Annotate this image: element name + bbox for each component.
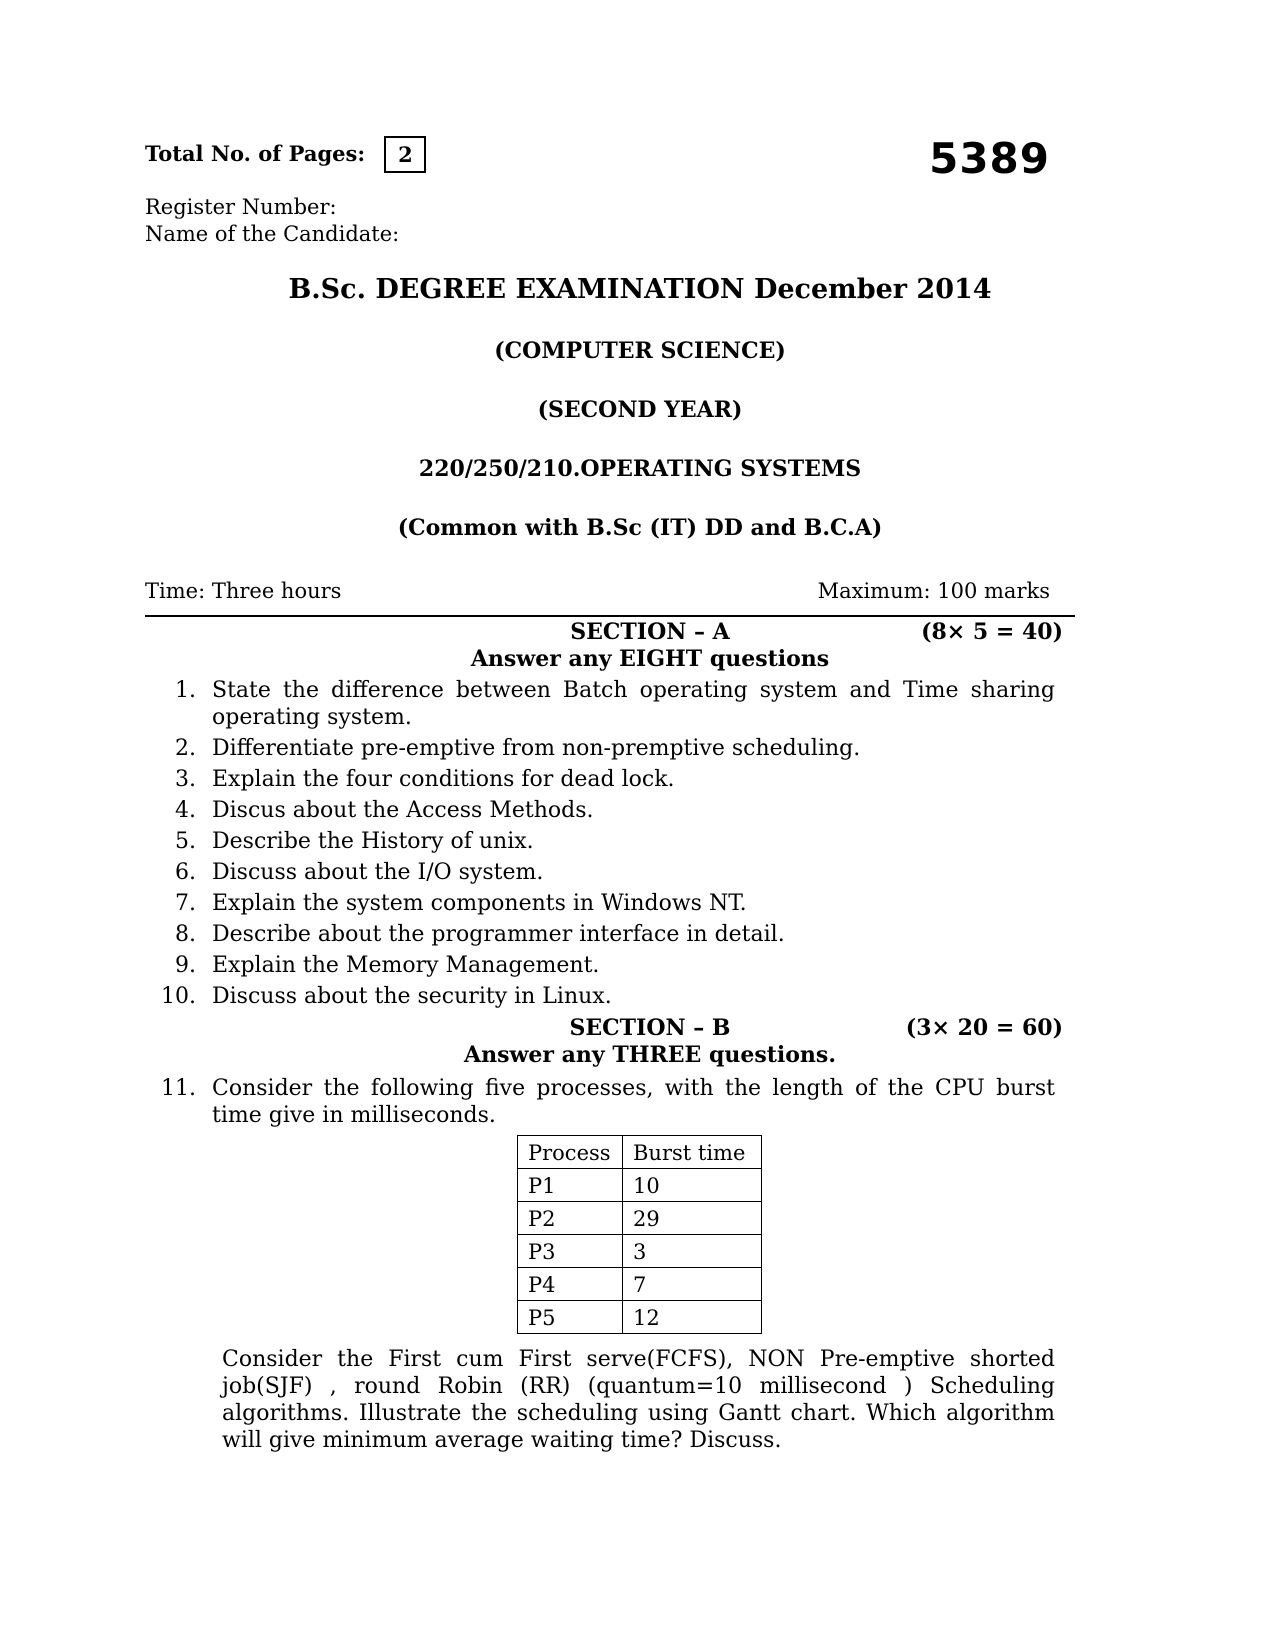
question-item bbox=[145, 677, 1075, 731]
exam-title: B.Sc. DEGREE EXAMINATION December 2014 bbox=[288, 274, 992, 306]
question-number: 3. bbox=[175, 767, 196, 793]
question-item bbox=[145, 735, 1075, 762]
question-number: 4. bbox=[175, 798, 196, 824]
table-cell-process: P3 bbox=[518, 1235, 623, 1268]
question-number: 2. bbox=[175, 736, 196, 762]
section-a-instruction: Answer any EIGHT questions bbox=[470, 646, 830, 673]
total-pages-box: 2 bbox=[384, 136, 426, 173]
table-cell-process: P5 bbox=[518, 1301, 623, 1334]
register-number-label: Register Number: bbox=[145, 195, 337, 220]
question-text: Discuss about the I/O system. bbox=[212, 860, 544, 886]
question-item bbox=[145, 766, 1075, 793]
table-row bbox=[518, 1268, 762, 1301]
time-allowed: Time: Three hours bbox=[145, 579, 342, 604]
question-text: Differentiate pre-emptive from non-premptive scheduling. bbox=[212, 736, 861, 762]
top-row bbox=[145, 136, 1075, 182]
question-text: Describe the History of unix. bbox=[212, 829, 534, 855]
question-text: Explain the system components in Windows NT. bbox=[212, 891, 747, 917]
question-number: 7. bbox=[175, 891, 196, 917]
section-a-marks: (8× 5 = 40) bbox=[921, 619, 1063, 646]
question-number: 8. bbox=[175, 922, 196, 948]
question-item bbox=[145, 797, 1075, 824]
question-number: 5. bbox=[175, 829, 196, 855]
question-item bbox=[145, 828, 1075, 855]
candidate-name-label: Name of the Candidate: bbox=[145, 222, 400, 247]
question-text: Describe about the programmer interface in detail. bbox=[212, 922, 785, 948]
question-text: Explain the Memory Management. bbox=[212, 953, 600, 979]
section-a-title: SECTION – A bbox=[570, 619, 730, 646]
section-b-marks: (3× 20 = 60) bbox=[905, 1015, 1063, 1042]
question-text: Discus about the Access Methods. bbox=[212, 798, 594, 824]
question-item bbox=[145, 859, 1075, 886]
question-item bbox=[145, 952, 1075, 979]
table-row bbox=[518, 1169, 762, 1202]
exam-year: (SECOND YEAR) bbox=[537, 397, 743, 424]
exam-course: 220/250/210.OPERATING SYSTEMS bbox=[418, 456, 862, 483]
table-cell-burst-time: 10 bbox=[623, 1169, 762, 1202]
section-b-title: SECTION – B bbox=[569, 1015, 731, 1042]
section-a-heading bbox=[145, 619, 1075, 646]
question-text: Discuss about the security in Linux. bbox=[212, 984, 612, 1010]
section-a-questions bbox=[145, 677, 1075, 1010]
table-row bbox=[518, 1235, 762, 1268]
total-pages-line bbox=[145, 136, 426, 173]
table-cell-burst-time: 7 bbox=[623, 1268, 762, 1301]
table-header-process: Process bbox=[518, 1136, 623, 1169]
question-text: State the difference between Batch operating system and Time sharing operating system. bbox=[212, 678, 1055, 731]
question-item bbox=[145, 1075, 1075, 1129]
table-cell-burst-time: 3 bbox=[623, 1235, 762, 1268]
exam-common-note: (Common with B.Sc (IT) DD and B.C.A) bbox=[397, 515, 883, 542]
question-number: 10. bbox=[161, 984, 196, 1010]
table-cell-process: P4 bbox=[518, 1268, 623, 1301]
section-b-heading bbox=[145, 1015, 1075, 1042]
question-text: Explain the four conditions for dead lock. bbox=[212, 767, 675, 793]
table-cell-process: P1 bbox=[518, 1169, 623, 1202]
process-table bbox=[517, 1135, 762, 1334]
table-header-burst-time: Burst time bbox=[623, 1136, 762, 1169]
table-cell-burst-time: 12 bbox=[623, 1301, 762, 1334]
section-b-instruction: Answer any THREE questions. bbox=[464, 1042, 836, 1069]
question-number: 11. bbox=[161, 1076, 196, 1102]
question-text: Consider the following five processes, with the length of the CPU burst time give in milliseconds. bbox=[212, 1076, 1055, 1129]
maximum-marks: Maximum: 100 marks bbox=[817, 579, 1050, 604]
divider-line bbox=[145, 615, 1075, 617]
question-item bbox=[145, 921, 1075, 948]
table-row bbox=[518, 1202, 762, 1235]
question-number: 1. bbox=[175, 678, 196, 704]
table-row bbox=[518, 1301, 762, 1334]
exam-department: (COMPUTER SCIENCE) bbox=[494, 338, 786, 365]
question-continuation: Consider the First cum First serve(FCFS), NON Pre-emptive shorted job(SJF) , round Robin (RR) (quantum=10 millisecond ) Scheduling algorithms. Illustrate the scheduling using Gantt chart. Which algorithm will give minimum average waiting time? Discuss. bbox=[222, 1347, 1055, 1454]
total-pages-label: Total No. of Pages: bbox=[145, 141, 366, 166]
question-number: 9. bbox=[175, 953, 196, 979]
question-item bbox=[145, 983, 1075, 1010]
time-marks-row bbox=[145, 578, 1075, 605]
table-cell-burst-time: 29 bbox=[623, 1202, 762, 1235]
question-item bbox=[145, 890, 1075, 917]
paper-code: 5389 bbox=[929, 134, 1050, 183]
table-header-row bbox=[518, 1136, 762, 1169]
table-cell-process: P2 bbox=[518, 1202, 623, 1235]
question-number: 6. bbox=[175, 860, 196, 886]
